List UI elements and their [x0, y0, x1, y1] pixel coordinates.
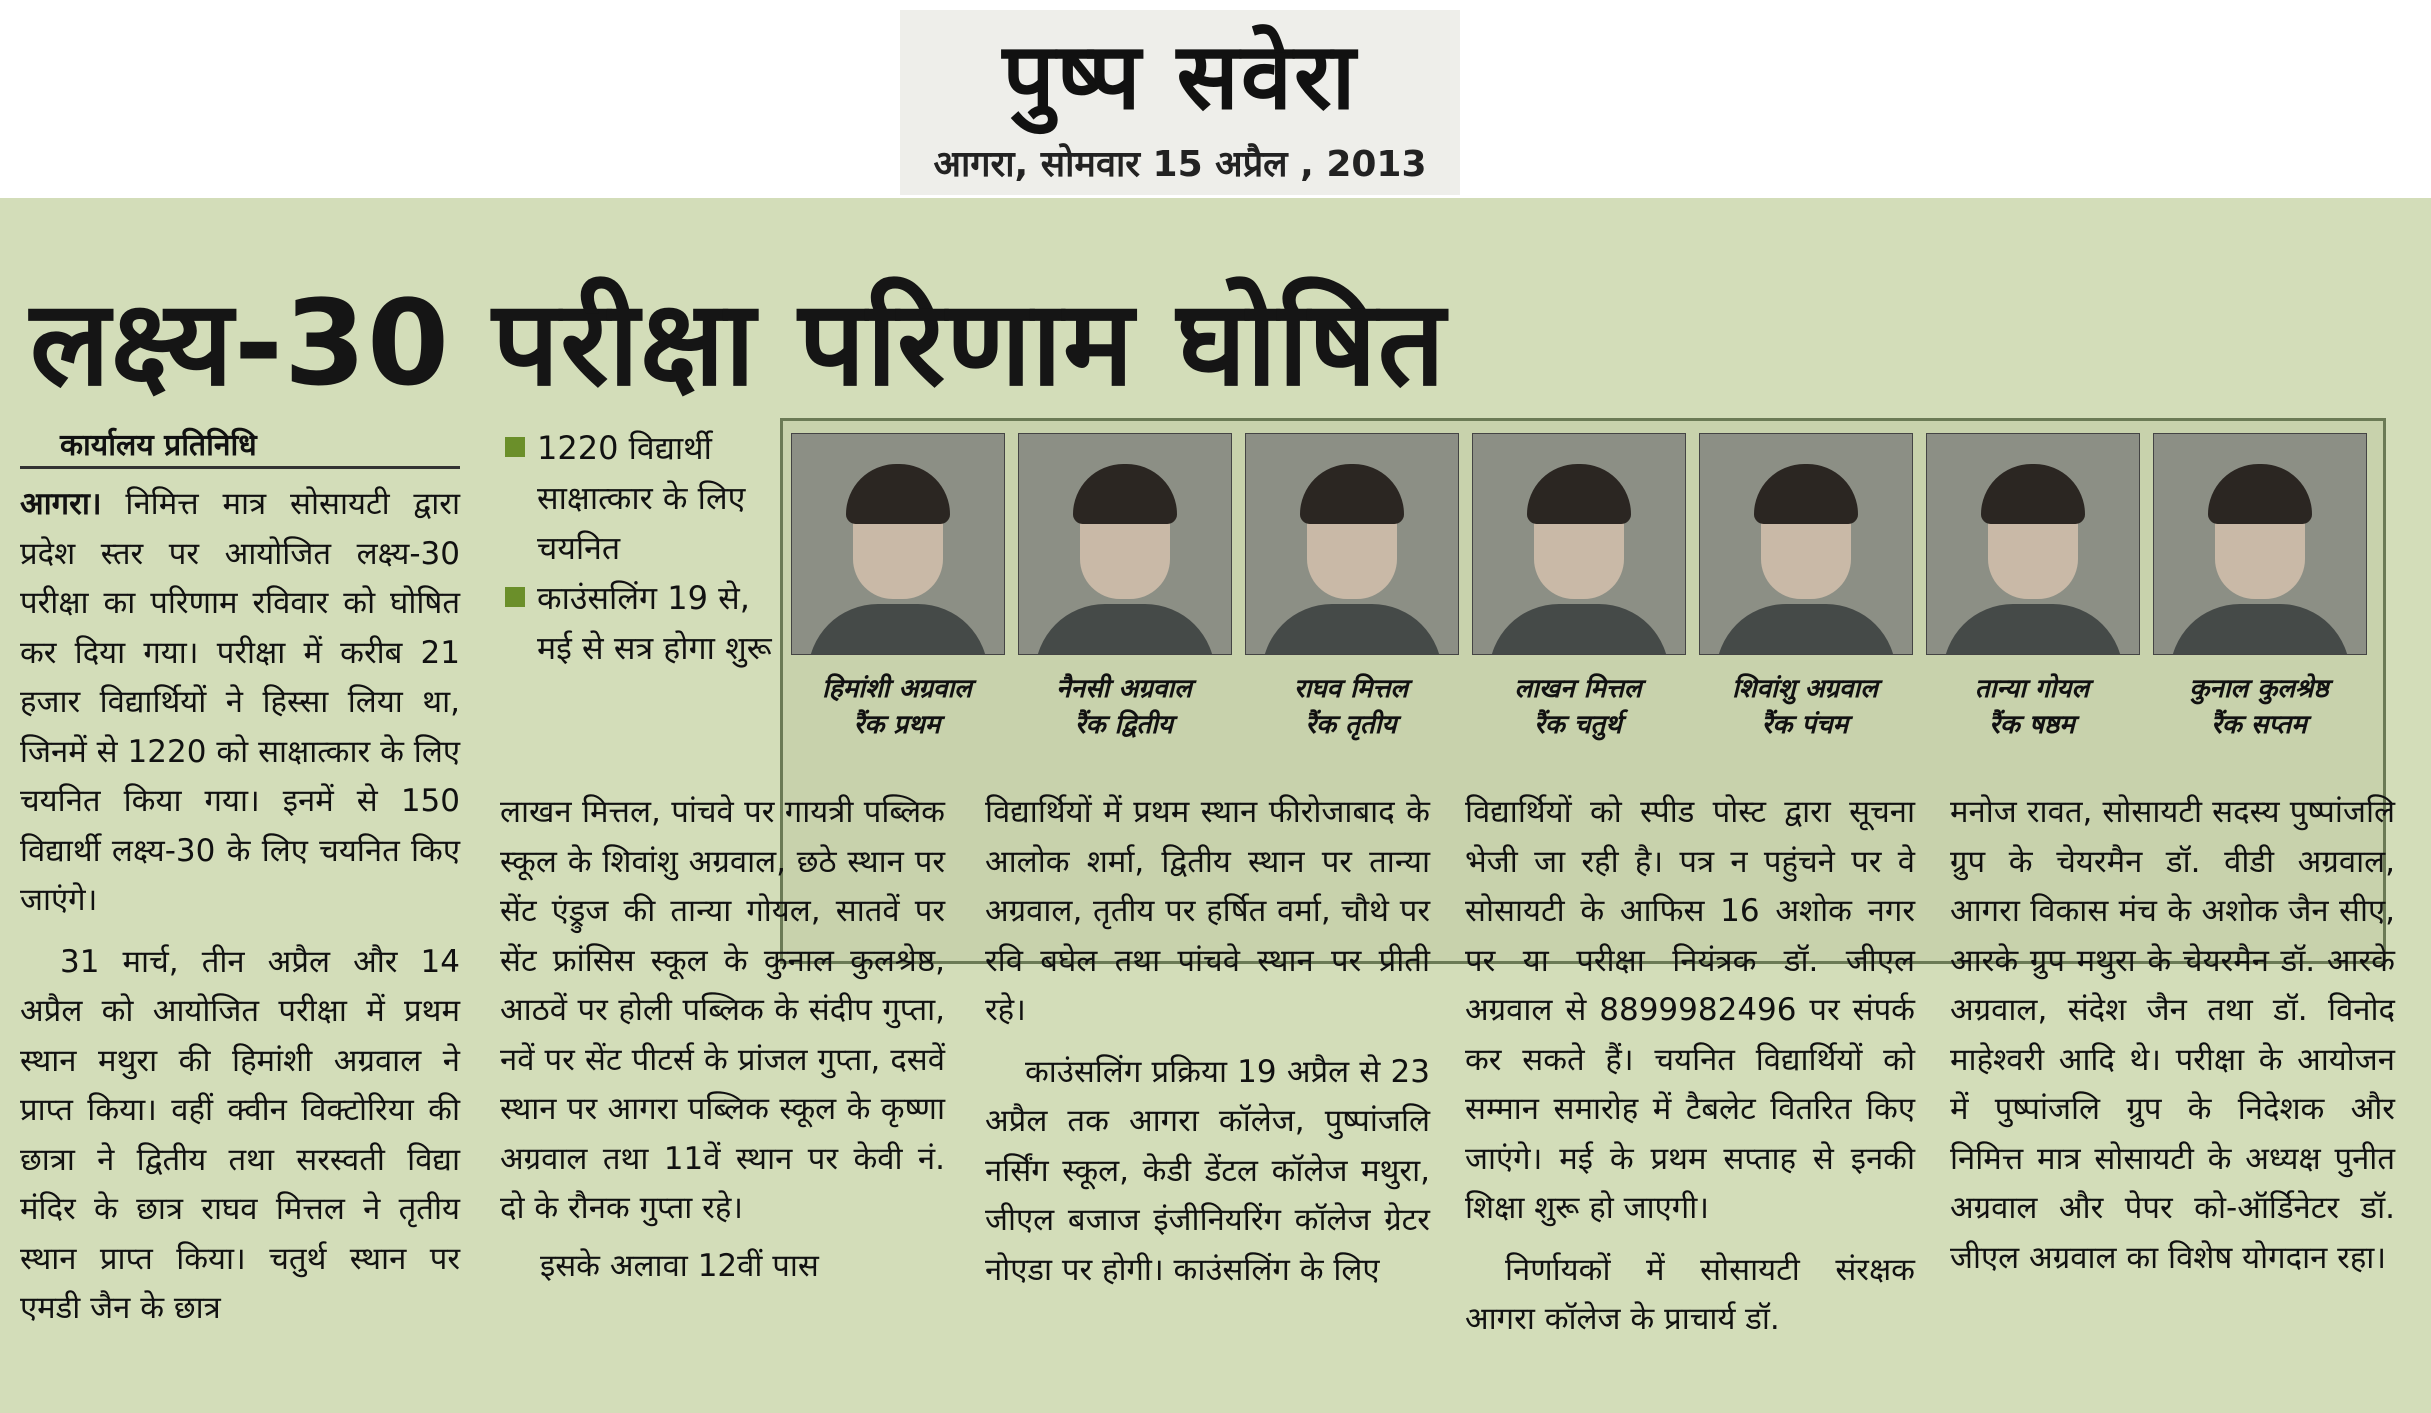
paragraph: लाखन मित्तल, पांचवे पर गायत्री पब्लिक स्कूल के शिवांशु अग्रवाल, छठे स्थान पर सेंट एंड्रुज की तान्या गोयल, सातवें पर सेंट फ्रांसिस स्कूल के कुनाल कुलश्रेष्ठ, आठवें पर होली पब्लिक के संदीप गुप्ता, नवें पर सेंट पीटर्स के प्रांजल गुप्ता, दसवें स्थान पर आगरा पब्लिक स्कूल के कृष्णा अग्रवाल तथा 11वें स्थान पर केवी नं. दो के रौनक गुप्ता रहे। — [500, 794, 945, 1226]
student-photo — [1245, 433, 1459, 655]
photo-rank: रैंक सप्तम — [2211, 710, 2307, 740]
paragraph: निर्णायकों में सोसायटी संरक्षक आगरा कॉलेज के प्राचार्य डॉ. — [1465, 1251, 1915, 1337]
newspaper-title: पुष्प सवेरा — [1002, 23, 1358, 130]
article-column-5 — [1950, 788, 2395, 1283]
student-photo — [791, 433, 1005, 655]
photo-name: कुनाल कुलश्रेष्ठ — [2189, 674, 2329, 704]
article-column-2 — [500, 788, 945, 1291]
paragraph: काउंसलिंग प्रक्रिया 19 अप्रैल से 23 अप्रैल तक आगरा कॉलेज, पुष्पांजलि नर्सिंग स्कूल, केडी डेंटल कॉलेज मथुरा, जीएल बजाज इंजीनियरिंग कॉलेज ग्रेटर नोएडा पर होगी। काउंसलिंग के लिए — [985, 1053, 1430, 1288]
highlight-item — [505, 423, 775, 573]
photo-name: हिमांशी अग्रवाल — [822, 674, 972, 704]
square-bullet-icon — [505, 587, 525, 607]
paragraph: इसके अलावा 12वीं पास — [540, 1247, 819, 1284]
paragraph: विद्यार्थियों को स्पीड पोस्ट द्वारा सूचना भेजी जा रही है। पत्र न पहुंचने पर वे सोसायटी के आफिस 16 अशोक नगर पर या परीक्षा नियंत्रक डॉ. जीएल अग्रवाल से 8899982496 पर संपर्क कर सकते हैं। चयनित विद्यार्थियों को सम्मान समारोह में टैबलेट वितरित किए जाएंगे। मई के प्रथम सप्ताह से इनकी शिक्षा शुरू हो जाएगी। — [1465, 794, 1915, 1226]
article-column-1 — [20, 480, 460, 1334]
photo-rank: रैंक पंचम — [1761, 710, 1849, 740]
publication-date: आगरा, सोमवार 15 अप्रैल , 2013 — [933, 144, 1427, 185]
article-column-3 — [985, 788, 1430, 1295]
dateline: आगरा। — [20, 486, 102, 522]
photo-rank: रैंक तृतीय — [1305, 710, 1397, 740]
student-photo — [1018, 433, 1232, 655]
photo-rank: रैंक चतुर्थ — [1534, 710, 1622, 740]
article-column-4 — [1465, 788, 1915, 1345]
paragraph: मनोज रावत, सोसायटी सदस्य पुष्पांजलि ग्रुप के चेयरमैन डॉ. वीडी अग्रवाल, आगरा विकास मंच के अशोक जैन सीए, आरके ग्रुप मथुरा के चेयरमैन डॉ. आरके अग्रवाल, संदेश जैन तथा डॉ. विनोद माहेश्वरी आदि थे। परीक्षा के आयोजन में पुष्पांजलि ग्रुप के निदेशक और निमित्त मात्र सोसायटी के अध्यक्ष पुनीत अग्रवाल और पेपर को-ऑर्डिनेटर डॉ. जीएल अग्रवाल का विशेष योगदान रहा। — [1950, 794, 2395, 1276]
student-photo — [2153, 433, 2367, 655]
photo-name: तान्या गोयल — [1974, 674, 2090, 704]
photo-rank: रैंक प्रथम — [853, 710, 941, 740]
highlight-item — [505, 573, 775, 673]
paragraph: निमित्त मात्र सोसायटी द्वारा प्रदेश स्तर पर आयोजित लक्ष्य-30 परीक्षा का परिणाम रविवार को घोषित कर दिया गया। परीक्षा में करीब 21 हजार विद्यार्थियों ने हिस्सा लिया था, जिनमें से 1220 को साक्षात्कार के लिए चयनित किया गया। इनमें से 150 विद्यार्थी लक्ष्य-30 के लिए चयनित किए जाएंगे। — [20, 486, 460, 918]
byline: कार्यालय प्रतिनिधि — [60, 428, 257, 463]
highlight-text: 1220 विद्यार्थी साक्षात्कार के लिए चयनित — [537, 429, 746, 567]
news-clipping — [0, 198, 2431, 1413]
student-photo — [1699, 433, 1913, 655]
photo-name: राघव मित्तल — [1293, 674, 1409, 704]
student-photo — [1926, 433, 2140, 655]
photo-rank: रैंक द्वितीय — [1075, 710, 1173, 740]
byline-divider — [20, 466, 460, 469]
headline: लक्ष्य-30 परीक्षा परिणाम घोषित — [30, 274, 1447, 412]
highlight-text: काउंसलिंग 19 से, मई से सत्र होगा शुरू — [537, 579, 772, 667]
photo-name: नैनसी अग्रवाल — [1056, 674, 1192, 704]
paragraph: विद्यार्थियों में प्रथम स्थान फीरोजाबाद के आलोक शर्मा, द्वितीय स्थान पर तान्या अग्रवाल, तृतीय पर हर्षित वर्मा, चौथे पर रवि बघेल तथा पांचवे स्थान पर प्रीती रहे। — [985, 794, 1430, 1028]
square-bullet-icon — [505, 437, 525, 457]
photo-name: लाखन मित्तल — [1514, 674, 1642, 704]
photo-name: शिवांशु अग्रवाल — [1732, 674, 1878, 704]
student-photo — [1472, 433, 1686, 655]
highlights-box — [505, 423, 775, 673]
photo-rank: रैंक षष्ठम — [1989, 710, 2075, 740]
paragraph: 31 मार्च, तीन अप्रैल और 14 अप्रैल को आयोजित परीक्षा में प्रथम स्थान मथुरा की हिमांशी अग्रवाल ने प्राप्त किया। वहीं क्वीन विक्टोरिया की छात्रा ने द्वितीय तथा सरस्वती विद्या मंदिर के छात्र राघव मित्तल ने तृतीय स्थान प्राप्त किया। चतुर्थ स्थान पर एमडी जैन के छात्र — [20, 943, 460, 1326]
masthead — [900, 10, 1460, 195]
